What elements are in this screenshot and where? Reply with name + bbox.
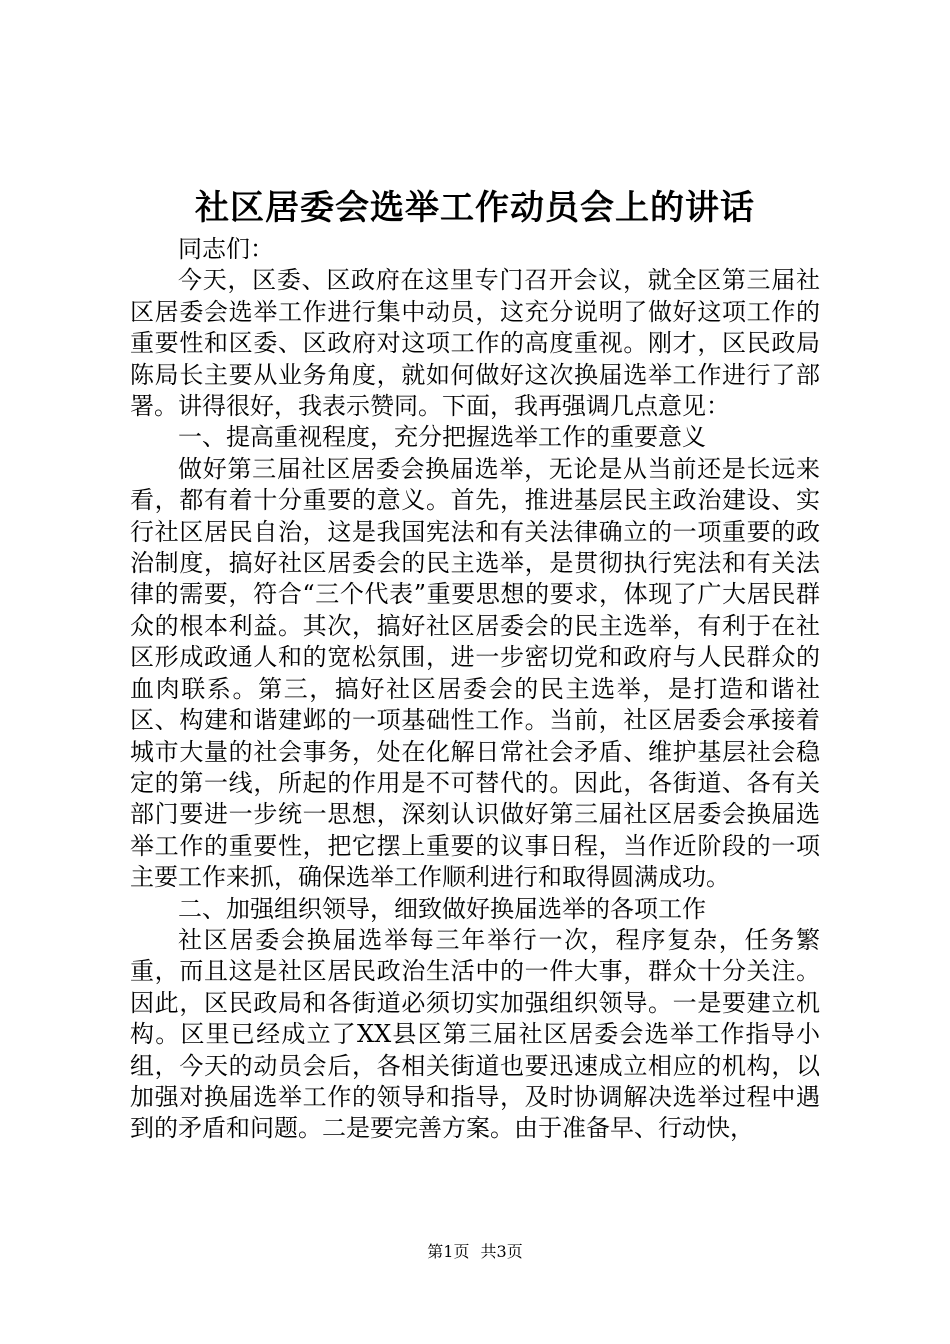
page-number: 第1页 [427, 1242, 470, 1261]
page-footer [0, 1240, 950, 1264]
section-heading-1: 一、提高重视程度，充分把握选举工作的重要意义 [178, 423, 706, 452]
page-total: 共3页 [480, 1242, 523, 1261]
document-title: 社区居委会选举工作动员会上的讲话 [195, 188, 755, 228]
document-body [130, 234, 820, 1145]
section-heading-2: 二、加强组织领导，细致做好换届选举的各项工作 [178, 894, 706, 923]
salutation-paragraph: 同志们： [178, 235, 274, 263]
section-2-paragraph: 社区居委会换届选举每三年举行一次，程序复杂，任务繁重，而且这是社区居民政治生活中的一件大事，群众十分关注。因此，区民政局和各街道必须切实加强组织领导。一是要建立机构。区里已经成立了XX县区第三届社区居委会选举工作指导小组，今天的动员会后，各相关街道也要迅速成立相应的机构，以加强对换届选举工作的领导和指导，及时协调解决选举过程中遇到的矛盾和问题。二是要完善方案。由于准备早、行动快， [130, 925, 820, 1143]
section-1-paragraph: 做好第三届社区居委会换届选举，无论是从当前还是长远来看，都有着十分重要的意义。首先，推进基层民主政治建设、实行社区居民自治，这是我国宪法和有关法律确立的一项重要的政治制度，搞好社区居委会的民主选举，是贯彻执行宪法和有关法律的需要，符合“三个代表”重要思想的要求，体现了广大居民群众的根本利益。其次，搞好社区居委会的民主选举，有利于在社区形成政通人和的宽松氛围，进一步密切党和政府与人民群众的血肉联系。第三，搞好社区居委会的民主选举，是打造和谐社区、构建和谐建邺的一项基础性工作。当前，社区居委会承接着城市大量的社会事务，处在化解日常社会矛盾、维护基层社会稳定的第一线，所起的作用是不可替代的。因此，各街道、各有关部门要进一步统一思想，深刻认识做好第三届社区居委会换届选举工作的重要性，把它摆上重要的议事日程，当作近阶段的一项主要工作来抓，确保选举工作顺利进行和取得圆满成功。 [130, 454, 820, 892]
intro-paragraph: 今天，区委、区政府在这里专门召开会议，就全区第三届社区居委会选举工作进行集中动员，这充分说明了做好这项工作的重要性和区委、区政府对这项工作的高度重视。刚才，区民政局陈局长主要从业务角度，就如何做好这次换届选举工作进行了部署。讲得很好，我表示赞同。下面，我再强调几点意见： [130, 266, 820, 421]
